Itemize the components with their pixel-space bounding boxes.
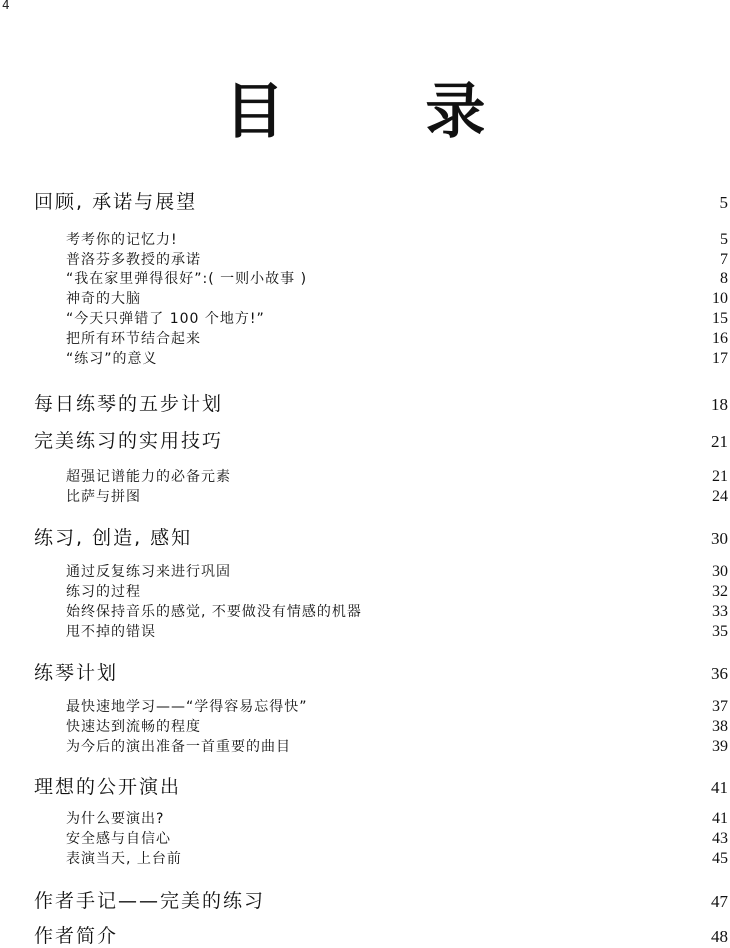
- toc-item-title: “我在家里弹得很好”:( 一则小故事 ): [66, 268, 307, 288]
- toc-item-title: 神奇的大脑: [66, 288, 141, 308]
- toc-item[interactable]: [66, 348, 730, 368]
- toc-page-number: 41: [712, 810, 730, 828]
- toc-item-title: “练习”的意义: [66, 348, 158, 368]
- toc-item-title: 把所有环节结合起来: [66, 328, 201, 348]
- toc-section[interactable]: [34, 523, 730, 550]
- toc-page-number: 37: [712, 698, 730, 716]
- toc-item[interactable]: [66, 466, 730, 486]
- toc-item[interactable]: [66, 808, 730, 828]
- toc-section-title: 作者手记——完美的练习: [34, 886, 265, 913]
- toc-item-title: 考考你的记忆力!: [66, 229, 178, 249]
- toc-page-number: 32: [712, 583, 730, 601]
- toc-page-number: 17: [712, 350, 730, 368]
- toc-section-title: 作者简介: [34, 921, 118, 948]
- toc-item[interactable]: [66, 249, 730, 269]
- toc-section-title: 理想的公开演出: [34, 772, 181, 799]
- toc-item[interactable]: [66, 601, 730, 621]
- toc-item-title: 甩不掉的错误: [66, 621, 156, 641]
- toc-section-title: 每日练琴的五步计划: [34, 389, 223, 416]
- toc-item[interactable]: [66, 696, 730, 716]
- toc-section-title: 完美练习的实用技巧: [34, 426, 223, 453]
- toc-item[interactable]: [66, 716, 730, 736]
- toc-item[interactable]: [66, 288, 730, 308]
- toc-item[interactable]: [66, 621, 730, 641]
- toc-page-number: 10: [712, 290, 730, 308]
- toc-item-title: 快速达到流畅的程度: [66, 716, 201, 736]
- toc-page-number: 35: [712, 623, 730, 641]
- toc-item-title: 通过反复练习来进行巩固: [66, 561, 231, 581]
- toc-page-number: 38: [712, 718, 730, 736]
- toc-page-number: 24: [712, 488, 730, 506]
- toc-item[interactable]: [66, 581, 730, 601]
- toc-page-number: 36: [711, 664, 730, 684]
- toc-page-number: 5: [720, 193, 730, 213]
- toc-page-number: 21: [711, 432, 730, 452]
- toc-page-number: 18: [711, 395, 730, 415]
- toc-page-number: 21: [712, 468, 730, 486]
- toc-page-number: 7: [720, 251, 730, 269]
- toc-item[interactable]: [66, 561, 730, 581]
- toc-page-number: 15: [712, 310, 730, 328]
- toc-page-number: 8: [720, 270, 730, 288]
- toc-page-number: 47: [711, 892, 730, 912]
- toc-item[interactable]: [66, 229, 730, 249]
- toc-section[interactable]: [34, 187, 730, 214]
- toc-item-title: 练习的过程: [66, 581, 141, 601]
- toc-item-title: 最快速地学习——“学得容易忘得快”: [66, 696, 308, 716]
- toc-item-title: 为什么要演出?: [66, 808, 164, 828]
- toc-page-number: 48: [711, 927, 730, 947]
- toc-item-title: 为今后的演出准备一首重要的曲目: [66, 736, 291, 756]
- toc-item-title: “今天只弹错了 100 个地方!”: [66, 308, 265, 328]
- toc-page-number: 43: [712, 830, 730, 848]
- toc-page-number: 30: [712, 563, 730, 581]
- toc-page-number: 33: [712, 603, 730, 621]
- toc-item-title: 安全感与自信心: [66, 828, 171, 848]
- toc-page-number: 30: [711, 529, 730, 549]
- toc-section-title: 练琴计划: [34, 658, 118, 685]
- toc-page-number: 45: [712, 850, 730, 868]
- toc-item-title: 超强记谱能力的必备元素: [66, 466, 231, 486]
- toc-item[interactable]: [66, 268, 730, 288]
- toc-item-title: 普洛芬多教授的承诺: [66, 249, 201, 269]
- toc-page-number: 39: [712, 738, 730, 756]
- toc-section[interactable]: [34, 426, 730, 453]
- toc-page-number: 16: [712, 330, 730, 348]
- toc-section-title: 回顾, 承诺与展望: [34, 187, 197, 214]
- toc-section[interactable]: [34, 658, 730, 685]
- page-title: 目 录: [0, 64, 730, 150]
- toc-item[interactable]: [66, 328, 730, 348]
- toc-item-title: 始终保持音乐的感觉, 不要做没有情感的机器: [66, 601, 362, 621]
- toc-item[interactable]: [66, 828, 730, 848]
- toc-item[interactable]: [66, 486, 730, 506]
- toc-section-title: 练习, 创造, 感知: [34, 523, 192, 550]
- toc-page-number: 41: [711, 778, 730, 798]
- toc-item[interactable]: [66, 308, 730, 328]
- toc-item[interactable]: [66, 848, 730, 868]
- toc-section[interactable]: [34, 772, 730, 799]
- toc-item-title: 比萨与拼图: [66, 486, 141, 506]
- toc-item-title: 表演当天, 上台前: [66, 848, 182, 868]
- toc-section[interactable]: [34, 886, 730, 913]
- toc-item[interactable]: [66, 736, 730, 756]
- page-number: 4: [2, 0, 10, 12]
- toc-page-number: 5: [720, 231, 730, 249]
- toc-section[interactable]: [34, 389, 730, 416]
